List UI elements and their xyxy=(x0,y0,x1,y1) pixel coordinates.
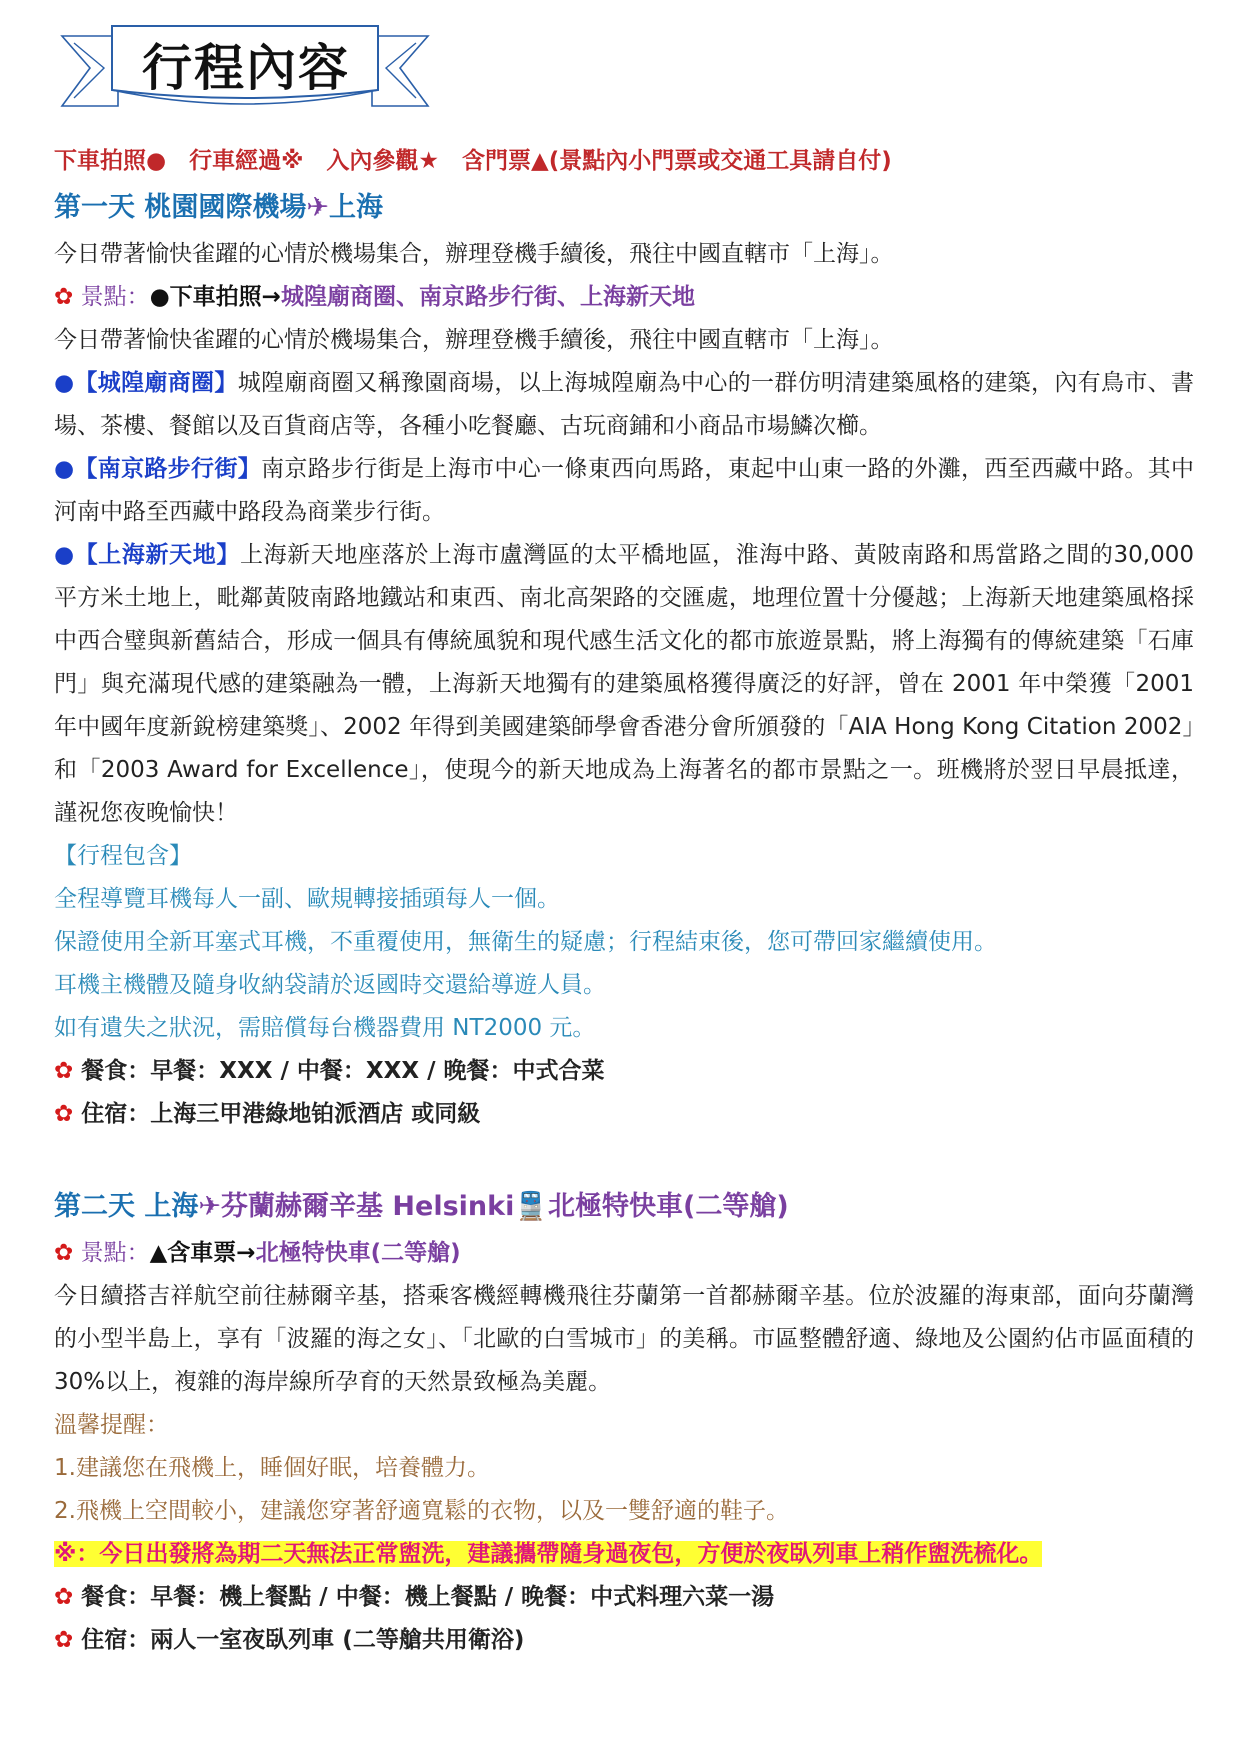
flower-icon: ✿ xyxy=(54,1584,74,1610)
day1-meals xyxy=(54,1050,1194,1093)
spot-name: ●【南京路步行街】 xyxy=(54,456,262,482)
day1-title xyxy=(54,183,1194,233)
day1-hotel xyxy=(54,1093,1194,1136)
plane-icon: ✈ xyxy=(306,192,330,223)
spots-marker: ▲含車票 xyxy=(149,1240,237,1266)
flower-icon: ✿ xyxy=(54,1240,74,1266)
spots-label: 景點： xyxy=(80,1240,150,1266)
hotel-text: 住宿：上海三甲港綠地铂派酒店 或同級 xyxy=(81,1101,481,1127)
day1-spots xyxy=(54,276,1194,319)
spot-name: ●【城隍廟商圈】 xyxy=(54,370,238,396)
spot-text: 上海新天地座落於上海市盧灣區的太平橋地區，淮海中路、黃陂南路和馬當路之間的30,000 平方米土地上，毗鄰黃陂南路地鐵站和東西、南北高架路的交匯處，地理位置十分優越；上海新天地建築風格採中西合璧與新舊結合，形成一個具有傳統風貌和現代感生活文化的都市旅遊景點，將上海獨有的傳統建築「石庫門」與充滿現代感的建築融為一體，上海新天地獨有的建築風格獲得廣泛的好評，曾在 2001 年中榮獲「2001 年中國年度新銳榜建築獎」、2002 年得到美國建築師學會香港分會所頒發的「AIA Hong Kong Citation 2002」和「2003 Award for Excellence」，使現今的新天地成為上海著名的都市景點之一。班機將於翌日早晨抵達，謹祝您夜晚愉快！ xyxy=(54,542,1194,826)
itinerary-content xyxy=(54,140,1194,1662)
reminder-title: 溫馨提醒： xyxy=(54,1412,169,1438)
spots-label: 景點： xyxy=(80,284,150,310)
spot-name: ●【上海新天地】 xyxy=(54,542,240,568)
spot-nanjing xyxy=(54,448,1194,534)
day2-title-train: 北極特快車(二等艙) xyxy=(547,1191,789,1222)
day2-intro: 今日續搭吉祥航空前往赫爾辛基，搭乘客機經轉機飛往芬蘭第一首都赫爾辛基。位於波羅的海東部，面向芬蘭灣的小型半島上，享有「波羅的海之女」、「北歐的白雪城市」的美稱。市區整體舒適、綠地及公園約佔市區面積的 30%以上，複雜的海岸線所孕育的天然景致極為美麗。 xyxy=(54,1283,1194,1395)
reminder-item: 2.飛機上空間較小，建議您穿著舒適寬鬆的衣物，以及一雙舒適的鞋子。 xyxy=(54,1498,789,1524)
spot-text: 城隍廟商圈又稱豫園商場，以上海城隍廟為中心的一群仿明清建築風格的建築，內有鳥市、書場、茶樓、餐館以及百貨商店等，各種小吃餐廳、古玩商鋪和小商品市場鱗次櫛。 xyxy=(54,370,1195,439)
day1-title-prefix: 第一天 桃園國際機場 xyxy=(54,192,307,223)
arrow-icon: → xyxy=(236,1240,256,1266)
day2-spots xyxy=(54,1232,1194,1275)
banner-title: 行程內容 xyxy=(142,39,350,97)
legend: 下車拍照● 行車經過※ 入內參觀★ 含門票▲(景點內小門票或交通工具請自付) xyxy=(54,148,892,174)
day1-title-dest: 上海 xyxy=(329,192,384,223)
includes-title: 【行程包含】 xyxy=(54,843,192,869)
day2-meals xyxy=(54,1576,1194,1619)
day2-title-dest: 芬蘭赫爾辛基 Helsinki xyxy=(221,1191,515,1222)
flower-icon: ✿ xyxy=(54,1627,74,1653)
day2-title xyxy=(54,1182,1194,1232)
notice-highlight: ※：今日出發將為期二天無法正常盥洗，建議攜帶隨身過夜包，方便於夜臥列車上稍作盥洗梳化。 xyxy=(54,1541,1043,1567)
spots-list: 城隍廟商圈、南京路步行街、上海新天地 xyxy=(280,284,695,310)
hotel-text: 住宿：兩人一室夜臥列車 (二等艙共用衛浴) xyxy=(81,1627,525,1653)
day1-intro2: 今日帶著愉快雀躍的心情於機場集合，辦理登機手續後，飛往中國直轄市「上海」。 xyxy=(54,327,894,353)
spots-marker: ●下車拍照 xyxy=(149,284,262,310)
day2-title-prefix: 第二天 上海 xyxy=(54,1191,199,1222)
reminder-item: 1.建議您在飛機上，睡個好眠，培養體力。 xyxy=(54,1455,490,1481)
includes-item: 全程導覽耳機每人一副、歐規轉接插頭每人一個。 xyxy=(54,886,560,912)
meals-text: 餐食：早餐：機上餐點 / 中餐：機上餐點 / 晚餐：中式料理六菜一湯 xyxy=(81,1584,775,1610)
flower-icon: ✿ xyxy=(54,1058,74,1084)
includes-item: 耳機主機體及隨身收納袋請於返國時交還給導遊人員。 xyxy=(54,972,606,998)
day1-intro: 今日帶著愉快雀躍的心情於機場集合，辦理登機手續後，飛往中國直轄市「上海」。 xyxy=(54,241,894,267)
spot-city-god xyxy=(54,362,1194,448)
includes-item: 如有遺失之狀況，需賠償每台機器費用 NT2000 元。 xyxy=(54,1015,596,1041)
day2-hotel xyxy=(54,1619,1194,1662)
spot-text: 南京路步行街是上海市中心一條東西向馬路，東起中山東一路的外灘，西至西藏中路。其中河南中路至西藏中路段為商業步行街。 xyxy=(54,456,1194,525)
plane-icon: ✈ xyxy=(198,1191,222,1222)
train-icon: 🚆 xyxy=(514,1191,548,1222)
notice-line xyxy=(54,1533,1194,1576)
meals-text: 餐食：早餐：XXX / 中餐：XXX / 晚餐：中式合菜 xyxy=(81,1058,605,1084)
arrow-icon: → xyxy=(261,284,281,310)
includes-item: 保證使用全新耳塞式耳機，不重覆使用，無衛生的疑慮；行程結束後，您可帶回家繼續使用。 xyxy=(54,929,997,955)
spot-xintiandi xyxy=(54,534,1194,835)
spots-list: 北極特快車(二等艙) xyxy=(255,1240,461,1266)
flower-icon: ✿ xyxy=(54,284,74,310)
flower-icon: ✿ xyxy=(54,1101,74,1127)
